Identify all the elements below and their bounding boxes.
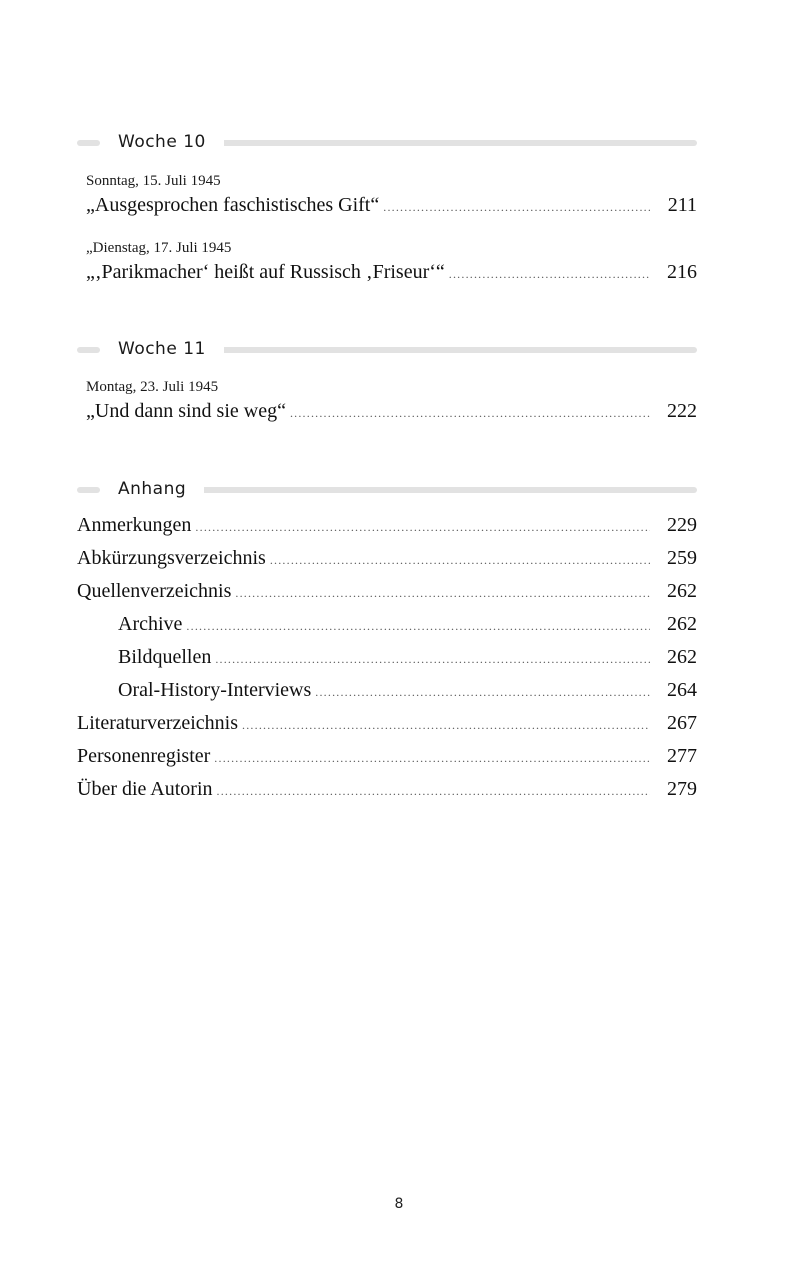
heading-rule-left [77, 487, 100, 493]
entry-page-number: 211 [667, 194, 697, 216]
entry-page-number: 216 [667, 261, 697, 283]
appendix-subitem[interactable] [77, 642, 697, 675]
dot-leader [270, 545, 650, 576]
appendix-item[interactable] [77, 741, 697, 774]
dot-leader [449, 259, 650, 290]
section-anhang [77, 479, 697, 807]
item-page-number: 262 [667, 646, 697, 668]
section-title: Anhang [118, 479, 204, 499]
entry-row [86, 396, 697, 429]
heading-rule-left [77, 140, 100, 146]
dot-leader [215, 644, 650, 675]
item-page-number: 262 [667, 613, 697, 635]
item-page-number: 262 [667, 580, 697, 602]
item-label: Personenregister [77, 745, 211, 767]
dot-leader [242, 710, 650, 741]
heading-rule-left [77, 347, 100, 353]
item-label: Quellenverzeichnis [77, 580, 232, 602]
appendix-item[interactable] [77, 576, 697, 609]
item-page-number: 267 [667, 712, 697, 734]
appendix-item[interactable] [77, 510, 697, 543]
entry-date: Montag, 23. Juli 1945 [86, 379, 219, 395]
item-page-number: 229 [667, 514, 697, 536]
item-label: Literaturverzeichnis [77, 712, 239, 734]
page-number: 8 [394, 1196, 404, 1212]
dot-leader [214, 743, 650, 774]
entry-title: „Ausgesprochen faschistisches Gift“ [86, 194, 380, 216]
appendix-item[interactable] [77, 543, 697, 576]
heading-rule-right [118, 487, 697, 493]
entry-title: „‚Parikmacher‘ heißt auf Russisch ‚Friseur‘“ [86, 261, 445, 283]
item-label: Archive [118, 613, 183, 635]
section-woche-11 [77, 339, 697, 429]
dot-leader [315, 677, 650, 708]
item-label: Abkürzungsverzeichnis [77, 547, 266, 569]
entry-date: „Dienstag, 17. Juli 1945 [86, 240, 232, 256]
toc-entry[interactable] [86, 172, 697, 223]
item-label: Bildquellen [118, 646, 212, 668]
toc-entry[interactable] [86, 239, 697, 290]
dot-leader [383, 192, 650, 223]
entry-date: Sonntag, 15. Juli 1945 [86, 173, 221, 189]
appendix-subitem[interactable] [77, 675, 697, 708]
dot-leader [290, 398, 650, 429]
dot-leader [217, 776, 650, 807]
appendix-subitem[interactable] [77, 609, 697, 642]
section-woche-10 [77, 132, 697, 290]
section-heading [77, 479, 697, 501]
item-page-number: 264 [667, 679, 697, 701]
item-label: Oral-History-Interviews [118, 679, 312, 701]
entry-row [86, 257, 697, 290]
appendix-list [77, 510, 697, 807]
entry-row [86, 190, 697, 223]
item-label: Anmerkungen [77, 514, 192, 536]
section-title: Woche 10 [118, 132, 224, 152]
item-page-number: 259 [667, 547, 697, 569]
dot-leader [186, 611, 650, 642]
item-page-number: 279 [667, 778, 697, 800]
item-label: Über die Autorin [77, 778, 213, 800]
appendix-item[interactable] [77, 708, 697, 741]
dot-leader [235, 578, 650, 609]
section-heading [77, 339, 697, 361]
entry-title: „Und dann sind sie weg“ [86, 400, 286, 422]
section-title: Woche 11 [118, 339, 224, 359]
item-page-number: 277 [667, 745, 697, 767]
section-heading [77, 132, 697, 154]
appendix-item[interactable] [77, 774, 697, 807]
entry-page-number: 222 [667, 400, 697, 422]
toc-entry[interactable] [86, 378, 697, 429]
dot-leader [195, 512, 650, 543]
